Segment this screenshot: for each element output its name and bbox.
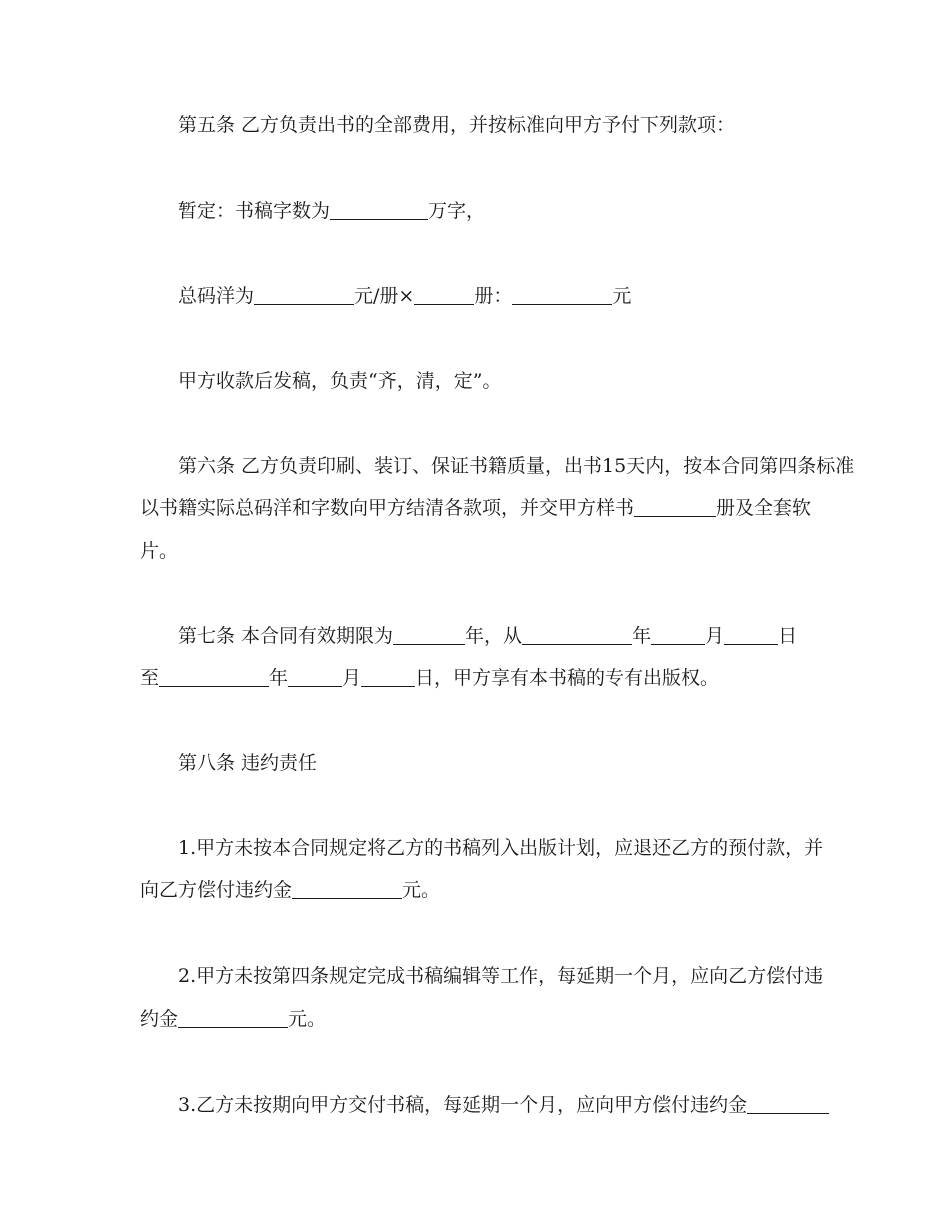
article8-title: 第八条 违约责任 [178, 752, 318, 774]
end-day-blank[interactable] [361, 668, 415, 687]
draft-unit: 万字， [428, 200, 486, 222]
article7-line2 [140, 667, 820, 689]
total-amount-blank[interactable] [512, 286, 612, 305]
article6-line2-text: 以书籍实际总码洋和字数向甲方结清各款项，并交甲方样书 [140, 497, 635, 519]
item3-text: 3.乙方未按期向甲方交付书稿，每延期一个月，应向甲方偿付违约金 [178, 1094, 748, 1116]
price-per-copy-blank[interactable] [254, 286, 354, 305]
article6-line2 [140, 497, 820, 519]
end-year-label: 年 [269, 667, 289, 689]
day-label: 日 [778, 625, 798, 647]
article8-item1-line1: 1.甲方未按本合同规定将乙方的书稿列入出版计划，应退还乙方的预付款，并 [178, 837, 824, 859]
article8-item1-line2 [140, 879, 820, 901]
sample-copies-blank[interactable] [634, 498, 716, 517]
draft-label: 暂定：书稿字数为 [178, 200, 331, 222]
term-years-blank[interactable] [393, 626, 465, 645]
item3-penalty-blank[interactable] [747, 1095, 829, 1114]
month-label: 月 [705, 625, 725, 647]
end-day-label: 日，甲方享有本书稿的专有出版权。 [415, 667, 720, 689]
total-unit-per-copy: 元/册× [354, 285, 415, 307]
end-year-blank[interactable] [159, 668, 269, 687]
start-year-blank[interactable] [522, 626, 632, 645]
item1-unit: 元。 [402, 879, 441, 901]
article6-line3: 片。 [140, 540, 179, 562]
item2-unit: 元。 [288, 1008, 327, 1030]
article8-item2-line2 [140, 1008, 820, 1030]
article6-line1: 第六条 乙方负责印刷、装订、保证书籍质量，出书15天内，按本合同第四条标准 [178, 455, 855, 477]
article5-release: 甲方收款后发稿，负责“齐，清，定”。 [178, 370, 502, 392]
year-label: 年 [632, 625, 652, 647]
end-month-label: 月 [342, 667, 362, 689]
article8-item3-line1 [178, 1094, 858, 1116]
copies-blank[interactable] [414, 286, 474, 305]
end-month-blank[interactable] [288, 668, 342, 687]
word-count-blank[interactable] [330, 201, 428, 220]
article5-total-line [178, 285, 858, 307]
item1-text: 向乙方偿付违约金 [140, 879, 293, 901]
article5-draft-line [178, 200, 858, 222]
start-day-blank[interactable] [724, 626, 778, 645]
total-currency: 元 [612, 285, 632, 307]
article7-term-label: 第七条 本合同有效期限为 [178, 625, 394, 647]
article7-from: 年，从 [465, 625, 523, 647]
total-label: 总码洋为 [178, 285, 255, 307]
item2-text: 约金 [140, 1008, 179, 1030]
article8-item2-line1: 2.甲方未按第四条规定完成书稿编辑等工作，每延期一个月，应向乙方偿付违 [178, 965, 824, 987]
article6-line2-end: 册及全套软 [716, 497, 812, 519]
article7-to: 至 [140, 667, 160, 689]
item2-penalty-blank[interactable] [178, 1009, 288, 1028]
article5-text: 第五条 乙方负责出书的全部费用，并按标准向甲方予付下列款项： [178, 114, 736, 136]
article7-line1 [178, 625, 858, 647]
item1-penalty-blank[interactable] [292, 880, 402, 899]
total-copies-unit: 册： [474, 285, 513, 307]
start-month-blank[interactable] [651, 626, 705, 645]
